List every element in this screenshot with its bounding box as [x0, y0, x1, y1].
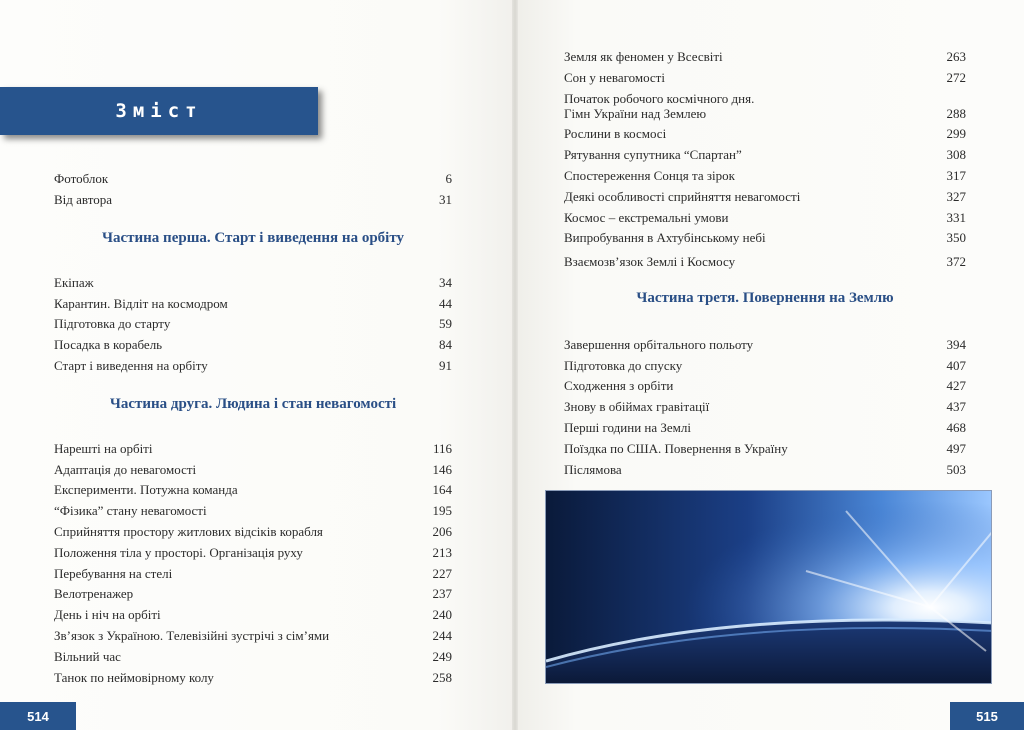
- toc-entry[interactable]: Танок по неймовірному колу 258: [54, 669, 452, 685]
- toc-entry[interactable]: Перебування на стелі 227: [54, 565, 452, 581]
- part2-toc-list: [54, 436, 452, 686]
- part1-heading: Частина перша. Старт і виведення на орбіту: [101, 230, 404, 246]
- toc-entry[interactable]: Деякі особливості сприйняття невагомості 327: [564, 188, 966, 204]
- toc-entry[interactable]: Екіпаж 34: [54, 274, 452, 290]
- book-gutter: [512, 0, 518, 730]
- toc-entry[interactable]: Рослини в космосі 299: [564, 126, 966, 142]
- toc-entry[interactable]: Початок робочого космічного дня. Гімн України над Землею 288: [564, 90, 966, 121]
- contents-title-banner: [0, 87, 318, 135]
- toc-entry[interactable]: Поїздка по США. Повернення в Україну 497: [564, 440, 966, 456]
- toc-entry[interactable]: Післямова 503: [564, 461, 966, 477]
- toc-entry[interactable]: Завершення орбітального польоту 394: [564, 336, 966, 352]
- toc-entry[interactable]: Сходження з орбіти 427: [564, 378, 966, 394]
- toc-entry[interactable]: Старт і виведення на орбіту 91: [54, 358, 452, 374]
- toc-entry[interactable]: Зв’язок з Україною. Телевізійні зустрічі з сім’ями 244: [54, 628, 452, 644]
- toc-entry[interactable]: Нарешті на орбіті 116: [54, 440, 452, 456]
- toc-entry[interactable]: Від автора 31: [54, 191, 452, 207]
- toc-entry[interactable]: Експерименти. Потужна команда 164: [54, 482, 452, 498]
- toc-entry[interactable]: Велотренажер 237: [54, 586, 452, 602]
- part3-heading: Частина третя. Повернення на Землю: [636, 290, 894, 306]
- toc-entry[interactable]: Спостереження Сонця та зірок 317: [564, 168, 966, 184]
- toc-entry[interactable]: Вільний час 249: [54, 648, 452, 664]
- intro-toc-list: [54, 166, 452, 208]
- toc-entry[interactable]: Карантин. Відліт на космодром 44: [54, 295, 452, 311]
- part1-toc-list: [54, 270, 452, 374]
- earth-horizon-image: [546, 491, 992, 684]
- toc-entry[interactable]: Посадка в корабель 84: [54, 337, 452, 353]
- toc-entry[interactable]: Земля як феномен у Всесвіті 263: [564, 48, 966, 64]
- right-toc-list: [564, 44, 966, 270]
- part2-heading: Частина друга. Людина і стан невагомості: [109, 396, 397, 412]
- toc-entry[interactable]: Підготовка до спуску 407: [564, 357, 966, 373]
- toc-entry[interactable]: Підготовка до старту 59: [54, 316, 452, 332]
- toc-entry[interactable]: День і ніч на орбіті 240: [54, 607, 452, 623]
- earth-orbit-photo: [545, 490, 992, 684]
- toc-entry[interactable]: “Фізика” стану невагомості 195: [54, 503, 452, 519]
- toc-entry[interactable]: Рятування супутника “Спартан” 308: [564, 147, 966, 163]
- page-number-left: 514: [0, 702, 76, 730]
- toc-entry[interactable]: Випробування в Ахтубінському небі 350: [564, 230, 966, 246]
- page-number-right: 515: [950, 702, 1024, 730]
- toc-entry[interactable]: Знову в обіймах гравітації 437: [564, 399, 966, 415]
- contents-title: Зміст: [115, 100, 203, 122]
- toc-entry[interactable]: Положення тіла у просторі. Організація руху 213: [54, 544, 452, 560]
- toc-entry[interactable]: Перші години на Землі 468: [564, 420, 966, 436]
- toc-entry[interactable]: Сон у невагомості 272: [564, 69, 966, 85]
- toc-entry[interactable]: Адаптація до невагомості 146: [54, 461, 452, 477]
- toc-entry[interactable]: Космос – екстремальні умови 331: [564, 209, 966, 225]
- toc-entry[interactable]: Взаємозв’язок Землі і Космосу 372: [564, 254, 966, 270]
- toc-entry[interactable]: Сприйняття простору житлових відсіків корабля 206: [54, 524, 452, 540]
- part3-toc-list: [564, 332, 966, 478]
- toc-entry[interactable]: Фотоблок 6: [54, 170, 452, 186]
